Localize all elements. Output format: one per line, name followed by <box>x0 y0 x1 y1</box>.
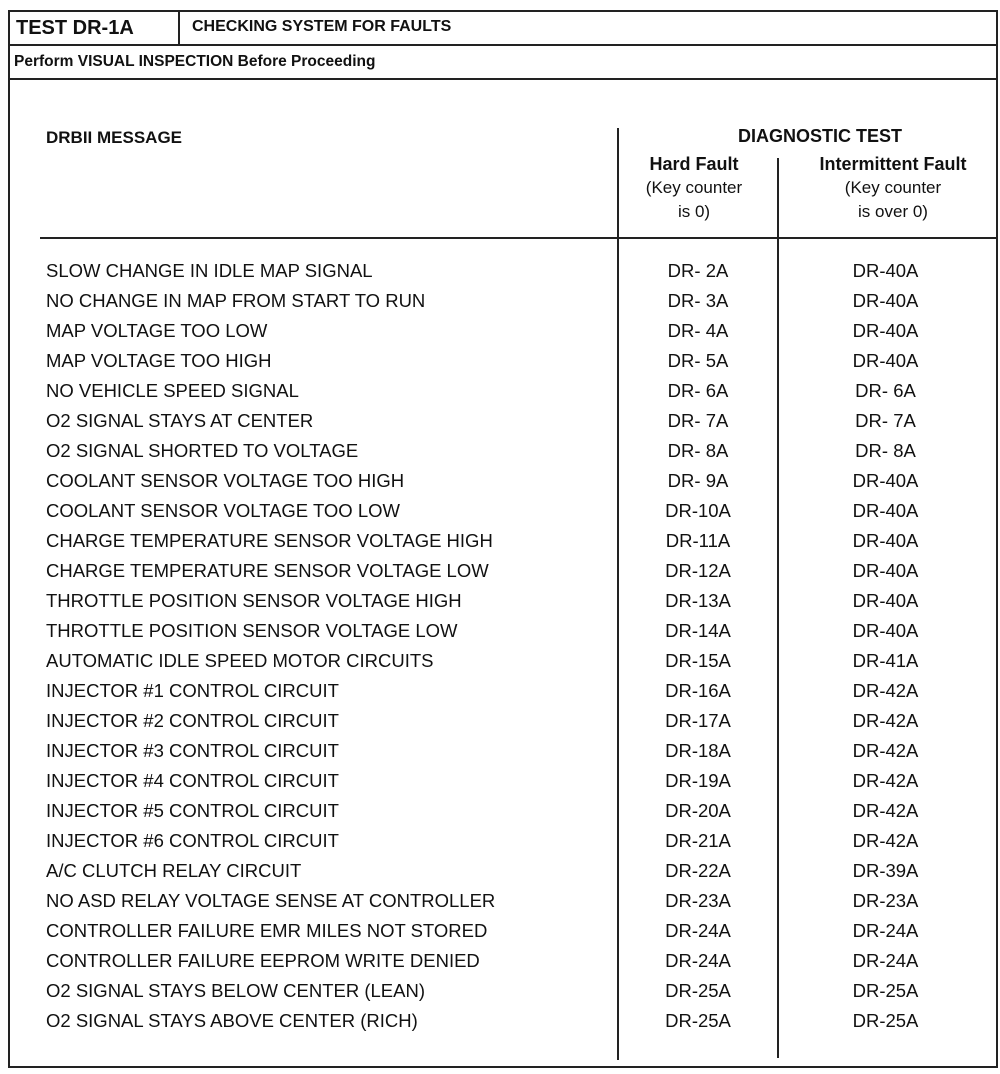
intermittent-fault-title: Intermittent Fault <box>819 154 967 174</box>
row-message: CONTROLLER FAILURE EMR MILES NOT STORED <box>46 920 488 941</box>
row-intermittent-fault-test: DR-25A <box>852 1010 919 1031</box>
row-message: CONTROLLER FAILURE EEPROM WRITE DENIED <box>46 950 480 971</box>
row-hard-fault-test: DR-12A <box>665 560 731 581</box>
subtitle-divider <box>10 78 996 80</box>
table-row <box>10 556 996 586</box>
table-row <box>10 1006 996 1036</box>
table-row <box>10 946 996 976</box>
table-row <box>10 976 996 1006</box>
table-row <box>10 496 996 526</box>
hard-fault-note-2: is 0) <box>677 202 711 221</box>
row-hard-fault-test: DR-17A <box>665 710 731 731</box>
row-intermittent-fault-test: DR-40A <box>852 560 919 581</box>
row-hard-fault-test: DR- 7A <box>667 410 729 431</box>
row-message: INJECTOR #1 CONTROL CIRCUIT <box>46 680 339 701</box>
row-message: O2 SIGNAL STAYS AT CENTER <box>46 410 314 431</box>
table-row <box>10 316 996 346</box>
row-hard-fault-test: DR- 8A <box>667 440 729 461</box>
row-message: NO VEHICLE SPEED SIGNAL <box>46 380 299 401</box>
document-title: CHECKING SYSTEM FOR FAULTS <box>192 18 452 35</box>
hard-fault-title: Hard Fault <box>649 154 739 174</box>
row-intermittent-fault-test: DR-23A <box>852 890 919 911</box>
table-row <box>10 736 996 766</box>
row-message: INJECTOR #2 CONTROL CIRCUIT <box>46 710 339 731</box>
row-message: INJECTOR #5 CONTROL CIRCUIT <box>46 800 339 821</box>
row-hard-fault-test: DR- 5A <box>667 350 729 371</box>
row-hard-fault-test: DR-14A <box>665 620 731 641</box>
row-message: A/C CLUTCH RELAY CIRCUIT <box>46 860 302 881</box>
table-row <box>10 676 996 706</box>
table-row <box>10 436 996 466</box>
row-message: NO CHANGE IN MAP FROM START TO RUN <box>46 290 426 311</box>
row-hard-fault-test: DR-18A <box>665 740 731 761</box>
row-hard-fault-test: DR-13A <box>665 590 731 611</box>
table-row <box>10 916 996 946</box>
column-header-intermittent-fault <box>788 152 998 224</box>
row-intermittent-fault-test: DR-40A <box>852 350 919 371</box>
table-row <box>10 286 996 316</box>
row-message: O2 SIGNAL STAYS ABOVE CENTER (RICH) <box>46 1010 418 1031</box>
row-intermittent-fault-test: DR-42A <box>852 680 919 701</box>
column-header-hard-fault <box>614 152 774 224</box>
table-row <box>10 586 996 616</box>
row-hard-fault-test: DR-21A <box>665 830 731 851</box>
table-row <box>10 646 996 676</box>
row-intermittent-fault-test: DR-40A <box>852 590 919 611</box>
table-row <box>10 826 996 856</box>
row-intermittent-fault-test: DR-40A <box>852 260 919 281</box>
row-message: INJECTOR #3 CONTROL CIRCUIT <box>46 740 339 761</box>
table-row <box>10 616 996 646</box>
document-frame <box>8 10 998 1068</box>
row-hard-fault-test: DR- 3A <box>667 290 729 311</box>
row-intermittent-fault-test: DR-40A <box>852 500 919 521</box>
row-intermittent-fault-test: DR-41A <box>852 650 919 671</box>
row-message: MAP VOLTAGE TOO LOW <box>46 320 268 341</box>
row-message: O2 SIGNAL STAYS BELOW CENTER (LEAN) <box>46 980 425 1001</box>
table-row <box>10 406 996 436</box>
row-intermittent-fault-test: DR-42A <box>852 710 919 731</box>
row-hard-fault-test: DR-25A <box>665 980 731 1001</box>
row-hard-fault-test: DR- 4A <box>667 320 729 341</box>
row-message: O2 SIGNAL SHORTED TO VOLTAGE <box>46 440 359 461</box>
table-row <box>10 256 996 286</box>
test-id: TEST DR-1A <box>10 12 180 46</box>
header-divider <box>180 44 996 46</box>
row-intermittent-fault-test: DR-40A <box>852 470 919 491</box>
row-hard-fault-test: DR- 6A <box>667 380 729 401</box>
row-intermittent-fault-test: DR- 6A <box>855 380 916 401</box>
row-intermittent-fault-test: DR-24A <box>852 920 919 941</box>
row-hard-fault-test: DR-16A <box>665 680 731 701</box>
row-message: COOLANT SENSOR VOLTAGE TOO HIGH <box>46 470 405 491</box>
intermittent-fault-note-1: (Key counter <box>844 178 942 197</box>
row-message: THROTTLE POSITION SENSOR VOLTAGE LOW <box>46 620 458 641</box>
row-intermittent-fault-test: DR-25A <box>852 980 919 1001</box>
row-message: CHARGE TEMPERATURE SENSOR VOLTAGE LOW <box>46 560 489 581</box>
row-intermittent-fault-test: DR- 8A <box>855 440 916 461</box>
row-intermittent-fault-test: DR-42A <box>852 830 919 851</box>
message-table <box>10 256 996 1036</box>
row-hard-fault-test: DR- 2A <box>667 260 729 281</box>
column-header-message: DRBII MESSAGE <box>46 128 183 147</box>
row-hard-fault-test: DR-15A <box>665 650 731 671</box>
row-message: INJECTOR #4 CONTROL CIRCUIT <box>46 770 339 791</box>
row-hard-fault-test: DR-24A <box>665 950 731 971</box>
table-row <box>10 376 996 406</box>
row-intermittent-fault-test: DR-42A <box>852 800 919 821</box>
row-hard-fault-test: DR-19A <box>665 770 731 791</box>
row-hard-fault-test: DR-23A <box>665 890 731 911</box>
row-message: THROTTLE POSITION SENSOR VOLTAGE HIGH <box>46 590 462 611</box>
row-intermittent-fault-test: DR-39A <box>852 860 919 881</box>
table-row <box>10 886 996 916</box>
table-row <box>10 526 996 556</box>
table-row <box>10 346 996 376</box>
document-subtitle: Perform VISUAL INSPECTION Before Proceeding <box>14 53 376 70</box>
row-intermittent-fault-test: DR-42A <box>852 740 919 761</box>
row-message: MAP VOLTAGE TOO HIGH <box>46 350 272 371</box>
row-intermittent-fault-test: DR- 7A <box>855 410 916 431</box>
row-intermittent-fault-test: DR-40A <box>852 530 919 551</box>
row-message: SLOW CHANGE IN IDLE MAP SIGNAL <box>46 260 373 281</box>
row-hard-fault-test: DR-24A <box>665 920 731 941</box>
row-intermittent-fault-test: DR-24A <box>852 950 919 971</box>
row-hard-fault-test: DR- 9A <box>667 470 729 491</box>
row-hard-fault-test: DR-22A <box>665 860 731 881</box>
table-row <box>10 766 996 796</box>
row-intermittent-fault-test: DR-40A <box>852 290 919 311</box>
row-intermittent-fault-test: DR-42A <box>852 770 919 791</box>
row-hard-fault-test: DR-25A <box>665 1010 731 1031</box>
row-message: NO ASD RELAY VOLTAGE SENSE AT CONTROLLER <box>46 890 496 911</box>
row-intermittent-fault-test: DR-40A <box>852 320 919 341</box>
table-row <box>10 706 996 736</box>
hard-fault-note-1: (Key counter <box>645 178 743 197</box>
row-message: CHARGE TEMPERATURE SENSOR VOLTAGE HIGH <box>46 530 493 551</box>
intermittent-fault-note-2: is over 0) <box>858 202 928 221</box>
column-header-diagnostic-test: DIAGNOSTIC TEST <box>737 126 902 146</box>
row-message: COOLANT SENSOR VOLTAGE TOO LOW <box>46 500 400 521</box>
row-intermittent-fault-test: DR-40A <box>852 620 919 641</box>
row-message: INJECTOR #6 CONTROL CIRCUIT <box>46 830 339 851</box>
table-row <box>10 796 996 826</box>
row-hard-fault-test: DR-11A <box>665 530 731 551</box>
row-hard-fault-test: DR-20A <box>665 800 731 821</box>
table-row <box>10 856 996 886</box>
table-row <box>10 466 996 496</box>
row-message: AUTOMATIC IDLE SPEED MOTOR CIRCUITS <box>46 650 434 671</box>
row-hard-fault-test: DR-10A <box>665 500 731 521</box>
header-rule <box>40 237 996 239</box>
